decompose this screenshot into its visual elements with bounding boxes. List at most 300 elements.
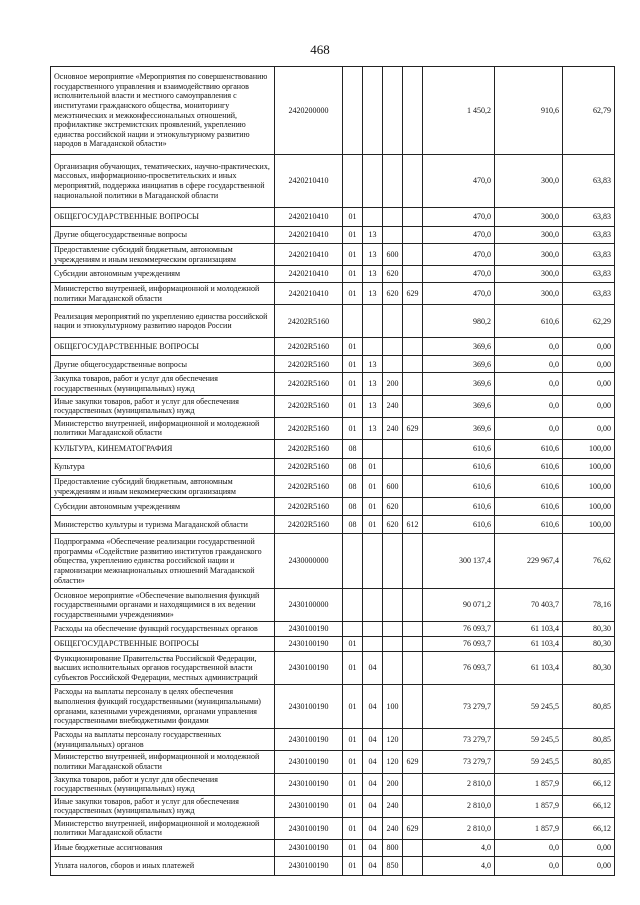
row-section — [343, 155, 363, 208]
row-name: Министерство внутренней, информационной и молодежной политики Магаданской области — [51, 417, 275, 439]
row-subsection: 04 — [363, 729, 383, 751]
row-subsection: 01 — [363, 516, 383, 534]
row-subsection: 13 — [363, 356, 383, 373]
row-executed-amount: 610,6 — [495, 516, 563, 534]
row-code: 2430100190 — [275, 840, 343, 857]
row-subsection: 13 — [363, 283, 383, 305]
row-code: 2430100190 — [275, 729, 343, 751]
table-row — [51, 817, 615, 839]
row-ministry-code — [403, 356, 423, 373]
row-execution-percent: 63,83 — [563, 227, 615, 244]
table-row — [51, 458, 615, 475]
row-execution-percent: 63,83 — [563, 155, 615, 208]
row-code: 24202R5160 — [275, 439, 343, 458]
row-code: 24202R5160 — [275, 356, 343, 373]
table-row — [51, 395, 615, 417]
row-execution-percent: 63,83 — [563, 283, 615, 305]
row-expense-type: 620 — [383, 283, 403, 305]
row-expense-type: 240 — [383, 395, 403, 417]
row-execution-percent: 62,79 — [563, 67, 615, 155]
row-section: 01 — [343, 840, 363, 857]
table-row — [51, 516, 615, 534]
row-executed-amount: 610,6 — [495, 305, 563, 338]
row-section: 01 — [343, 208, 363, 227]
row-section — [343, 622, 363, 637]
row-execution-percent: 63,83 — [563, 266, 615, 283]
row-planned-amount: 73 279,7 — [423, 685, 495, 729]
row-subsection: 13 — [363, 227, 383, 244]
row-planned-amount: 73 279,7 — [423, 751, 495, 773]
table-row — [51, 305, 615, 338]
row-section: 01 — [343, 417, 363, 439]
row-subsection: 13 — [363, 417, 383, 439]
row-executed-amount: 0,0 — [495, 417, 563, 439]
row-subsection: 04 — [363, 751, 383, 773]
row-name: Расходы на обеспечение функций государственных органов — [51, 622, 275, 637]
row-execution-percent: 0,00 — [563, 356, 615, 373]
row-name: Основное мероприятие «Обеспечение выполнения функций государственными органами и находящимися в их ведении государственными учреждениями» — [51, 589, 275, 622]
row-name: Расходы на выплаты персоналу в целях обеспечения выполнения функций государственными (муниципальными) органами, казенными учреждениями, органами управления государственными внебюджетными фондами — [51, 685, 275, 729]
row-name: Субсидии автономным учреждениям — [51, 498, 275, 516]
row-name: Министерство внутренней, информационной и молодежной политики Магаданской области — [51, 817, 275, 839]
row-subsection: 13 — [363, 373, 383, 395]
row-executed-amount: 61 103,4 — [495, 652, 563, 685]
row-name: Функционирование Правительства Российской Федерации, высших исполнительных органов государственной власти субъектов Российской Федерации, местных администраций — [51, 652, 275, 685]
row-ministry-code — [403, 244, 423, 266]
row-section: 08 — [343, 439, 363, 458]
row-name: Предоставление субсидий бюджетным, автономным учреждениям и иным некоммерческим организациям — [51, 475, 275, 497]
row-subsection: 04 — [363, 773, 383, 795]
row-name: Культура — [51, 458, 275, 475]
row-ministry-code — [403, 266, 423, 283]
row-planned-amount: 2 810,0 — [423, 817, 495, 839]
row-name: ОБЩЕГОСУДАРСТВЕННЫЕ ВОПРОСЫ — [51, 338, 275, 356]
row-section: 08 — [343, 475, 363, 497]
row-planned-amount: 369,6 — [423, 356, 495, 373]
row-section — [343, 589, 363, 622]
row-execution-percent: 66,12 — [563, 773, 615, 795]
row-code: 24202R5160 — [275, 417, 343, 439]
row-ministry-code: 629 — [403, 417, 423, 439]
table-row — [51, 652, 615, 685]
row-subsection: 04 — [363, 685, 383, 729]
row-code: 2430100190 — [275, 817, 343, 839]
row-expense-type — [383, 652, 403, 685]
row-name: Иные закупки товаров, работ и услуг для обеспечения государственных (муниципальных) нужд — [51, 395, 275, 417]
row-name: ОБЩЕГОСУДАРСТВЕННЫЕ ВОПРОСЫ — [51, 637, 275, 652]
row-execution-percent: 0,00 — [563, 417, 615, 439]
row-subsection: 13 — [363, 395, 383, 417]
row-code: 2420210410 — [275, 208, 343, 227]
row-planned-amount: 470,0 — [423, 155, 495, 208]
row-execution-percent: 80,30 — [563, 652, 615, 685]
row-subsection — [363, 439, 383, 458]
row-executed-amount: 0,0 — [495, 338, 563, 356]
row-name: Другие общегосударственные вопросы — [51, 356, 275, 373]
row-ministry-code — [403, 373, 423, 395]
row-code: 2430100190 — [275, 751, 343, 773]
row-ministry-code — [403, 67, 423, 155]
row-planned-amount: 470,0 — [423, 266, 495, 283]
row-expense-type: 240 — [383, 817, 403, 839]
row-executed-amount: 610,6 — [495, 498, 563, 516]
row-planned-amount: 369,6 — [423, 395, 495, 417]
row-expense-type — [383, 356, 403, 373]
row-ministry-code — [403, 338, 423, 356]
row-name: Министерство внутренней, информационной и молодежной политики Магаданской области — [51, 751, 275, 773]
row-planned-amount: 980,2 — [423, 305, 495, 338]
row-ministry-code — [403, 857, 423, 876]
table-row — [51, 356, 615, 373]
row-code: 24202R5160 — [275, 305, 343, 338]
row-ministry-code: 629 — [403, 283, 423, 305]
row-code: 2430100190 — [275, 622, 343, 637]
row-name: Основное мероприятие «Мероприятия по совершенствованию государственного управления и взаимодействию органов исполнительной власти и местного самоуправления с институтами гражданского общества, мониторингу межэтнических и межконфессиональных отношений, профилактике экстремистских проявлений, укреплению единства российской нации и этнокультурному развитию народов в Магаданской области» — [51, 67, 275, 155]
row-code: 2430100190 — [275, 685, 343, 729]
row-subsection: 04 — [363, 840, 383, 857]
row-execution-percent: 66,12 — [563, 817, 615, 839]
row-expense-type — [383, 589, 403, 622]
row-execution-percent: 0,00 — [563, 373, 615, 395]
row-executed-amount: 300,0 — [495, 155, 563, 208]
row-execution-percent: 100,00 — [563, 439, 615, 458]
row-subsection: 04 — [363, 652, 383, 685]
row-expense-type — [383, 338, 403, 356]
row-planned-amount: 4,0 — [423, 857, 495, 876]
row-code: 24202R5160 — [275, 475, 343, 497]
table-row — [51, 685, 615, 729]
row-expense-type: 120 — [383, 729, 403, 751]
row-section: 01 — [343, 356, 363, 373]
row-code: 2430100190 — [275, 773, 343, 795]
row-expense-type: 850 — [383, 857, 403, 876]
row-ministry-code — [403, 475, 423, 497]
row-ministry-code — [403, 840, 423, 857]
row-execution-percent: 100,00 — [563, 458, 615, 475]
row-planned-amount: 369,6 — [423, 373, 495, 395]
row-section: 01 — [343, 685, 363, 729]
row-ministry-code — [403, 534, 423, 589]
row-subsection: 04 — [363, 817, 383, 839]
row-expense-type: 100 — [383, 685, 403, 729]
table-row — [51, 208, 615, 227]
row-execution-percent: 80,30 — [563, 622, 615, 637]
row-planned-amount: 610,6 — [423, 475, 495, 497]
row-ministry-code — [403, 795, 423, 817]
row-ministry-code — [403, 155, 423, 208]
row-name: Другие общегосударственные вопросы — [51, 227, 275, 244]
row-executed-amount: 300,0 — [495, 266, 563, 283]
row-planned-amount: 4,0 — [423, 840, 495, 857]
row-execution-percent: 80,85 — [563, 685, 615, 729]
row-planned-amount: 470,0 — [423, 244, 495, 266]
row-execution-percent: 100,00 — [563, 498, 615, 516]
row-executed-amount: 1 857,9 — [495, 795, 563, 817]
row-ministry-code — [403, 589, 423, 622]
row-executed-amount: 610,6 — [495, 458, 563, 475]
row-planned-amount: 90 071,2 — [423, 589, 495, 622]
table-row — [51, 338, 615, 356]
row-execution-percent: 0,00 — [563, 857, 615, 876]
table-row — [51, 589, 615, 622]
row-execution-percent: 62,29 — [563, 305, 615, 338]
row-expense-type — [383, 305, 403, 338]
row-expense-type — [383, 155, 403, 208]
row-name: Расходы на выплаты персоналу государственных (муниципальных) органов — [51, 729, 275, 751]
row-ministry-code — [403, 458, 423, 475]
row-section: 01 — [343, 637, 363, 652]
row-execution-percent: 80,85 — [563, 751, 615, 773]
budget-table-body — [51, 67, 615, 876]
row-expense-type: 620 — [383, 516, 403, 534]
row-planned-amount: 610,6 — [423, 458, 495, 475]
row-execution-percent: 0,00 — [563, 395, 615, 417]
row-section: 01 — [343, 817, 363, 839]
page-number: 468 — [310, 42, 330, 57]
row-name: КУЛЬТУРА, КИНЕМАТОГРАФИЯ — [51, 439, 275, 458]
row-executed-amount: 0,0 — [495, 857, 563, 876]
table-row — [51, 373, 615, 395]
table-row — [51, 622, 615, 637]
table-row — [51, 534, 615, 589]
row-executed-amount: 61 103,4 — [495, 637, 563, 652]
row-planned-amount: 610,6 — [423, 498, 495, 516]
row-code: 2420210410 — [275, 283, 343, 305]
row-ministry-code — [403, 498, 423, 516]
row-ministry-code — [403, 773, 423, 795]
row-execution-percent: 80,30 — [563, 637, 615, 652]
row-planned-amount: 470,0 — [423, 227, 495, 244]
table-row — [51, 67, 615, 155]
row-expense-type: 200 — [383, 773, 403, 795]
row-name: Предоставление субсидий бюджетным, автономным учреждениям и иным некоммерческим организациям — [51, 244, 275, 266]
row-subsection — [363, 338, 383, 356]
table-row — [51, 155, 615, 208]
row-subsection: 01 — [363, 475, 383, 497]
row-expense-type: 620 — [383, 266, 403, 283]
row-expense-type: 600 — [383, 244, 403, 266]
row-code: 24202R5160 — [275, 458, 343, 475]
table-row — [51, 857, 615, 876]
row-executed-amount: 59 245,5 — [495, 751, 563, 773]
row-planned-amount: 76 093,7 — [423, 622, 495, 637]
row-code: 2430100190 — [275, 795, 343, 817]
row-section — [343, 305, 363, 338]
row-planned-amount: 470,0 — [423, 208, 495, 227]
row-expense-type — [383, 67, 403, 155]
row-planned-amount: 470,0 — [423, 283, 495, 305]
row-execution-percent: 63,83 — [563, 244, 615, 266]
row-planned-amount: 369,6 — [423, 417, 495, 439]
table-row — [51, 266, 615, 283]
row-executed-amount: 59 245,5 — [495, 685, 563, 729]
row-expense-type: 120 — [383, 751, 403, 773]
row-planned-amount: 369,6 — [423, 338, 495, 356]
row-expense-type — [383, 534, 403, 589]
row-executed-amount: 70 403,7 — [495, 589, 563, 622]
row-expense-type — [383, 227, 403, 244]
row-subsection — [363, 589, 383, 622]
row-code: 2420210410 — [275, 244, 343, 266]
row-section: 01 — [343, 395, 363, 417]
row-section: 01 — [343, 373, 363, 395]
row-code: 2420210410 — [275, 266, 343, 283]
row-planned-amount: 2 810,0 — [423, 795, 495, 817]
row-execution-percent: 100,00 — [563, 475, 615, 497]
row-executed-amount: 300,0 — [495, 244, 563, 266]
row-planned-amount: 300 137,4 — [423, 534, 495, 589]
row-planned-amount: 1 450,2 — [423, 67, 495, 155]
row-executed-amount: 910,6 — [495, 67, 563, 155]
row-section: 01 — [343, 729, 363, 751]
row-name: Подпрограмма «Обеспечение реализации государственной программы «Содействие развитию институтов гражданского общества, укреплению единства российской нации и гармонизации межнациональных отношений Магаданской области» — [51, 534, 275, 589]
row-execution-percent: 78,16 — [563, 589, 615, 622]
row-expense-type: 240 — [383, 417, 403, 439]
row-subsection — [363, 67, 383, 155]
row-section: 01 — [343, 773, 363, 795]
row-code: 24202R5160 — [275, 516, 343, 534]
budget-table — [50, 66, 615, 876]
row-ministry-code — [403, 637, 423, 652]
row-subsection — [363, 208, 383, 227]
row-ministry-code — [403, 395, 423, 417]
row-ministry-code — [403, 305, 423, 338]
row-section: 01 — [343, 652, 363, 685]
row-execution-percent: 66,12 — [563, 795, 615, 817]
row-executed-amount: 1 857,9 — [495, 817, 563, 839]
row-section: 01 — [343, 857, 363, 876]
row-expense-type: 600 — [383, 475, 403, 497]
row-ministry-code — [403, 622, 423, 637]
row-executed-amount: 0,0 — [495, 395, 563, 417]
row-name: Реализация мероприятий по укреплению единства российской нации и этнокультурному развитию народов России — [51, 305, 275, 338]
row-expense-type: 200 — [383, 373, 403, 395]
row-code: 24202R5160 — [275, 338, 343, 356]
row-section: 01 — [343, 283, 363, 305]
row-ministry-code — [403, 652, 423, 685]
row-subsection: 04 — [363, 857, 383, 876]
row-ministry-code — [403, 729, 423, 751]
table-row — [51, 840, 615, 857]
row-execution-percent: 0,00 — [563, 338, 615, 356]
row-name: Субсидии автономным учреждениям — [51, 266, 275, 283]
row-execution-percent: 0,00 — [563, 840, 615, 857]
row-section — [343, 67, 363, 155]
row-expense-type — [383, 622, 403, 637]
table-row — [51, 475, 615, 497]
row-planned-amount: 610,6 — [423, 516, 495, 534]
row-subsection — [363, 155, 383, 208]
row-section: 01 — [343, 266, 363, 283]
table-row — [51, 244, 615, 266]
row-section: 01 — [343, 227, 363, 244]
row-subsection — [363, 534, 383, 589]
row-section: 01 — [343, 338, 363, 356]
row-name: Закупка товаров, работ и услуг для обеспечения государственных (муниципальных) нужд — [51, 373, 275, 395]
row-executed-amount: 300,0 — [495, 227, 563, 244]
row-code: 2420200000 — [275, 67, 343, 155]
row-executed-amount: 0,0 — [495, 373, 563, 395]
table-row — [51, 417, 615, 439]
row-section: 08 — [343, 516, 363, 534]
row-ministry-code: 629 — [403, 751, 423, 773]
row-subsection: 01 — [363, 498, 383, 516]
row-executed-amount: 0,0 — [495, 356, 563, 373]
row-executed-amount: 0,0 — [495, 840, 563, 857]
row-subsection: 01 — [363, 458, 383, 475]
row-expense-type — [383, 208, 403, 227]
row-name: ОБЩЕГОСУДАРСТВЕННЫЕ ВОПРОСЫ — [51, 208, 275, 227]
row-code: 2420210410 — [275, 155, 343, 208]
row-ministry-code — [403, 208, 423, 227]
row-name: Организация обучающих, тематических, научно-практических, массовых, информационно-просветительских и иных мероприятий, поддержка инициатив в сфере государственной национальной политики в Магаданской области — [51, 155, 275, 208]
row-subsection — [363, 622, 383, 637]
row-name: Иные закупки товаров, работ и услуг для обеспечения государственных (муниципальных) нужд — [51, 795, 275, 817]
row-section: 08 — [343, 458, 363, 475]
row-expense-type — [383, 439, 403, 458]
row-name: Уплата налогов, сборов и иных платежей — [51, 857, 275, 876]
row-expense-type: 800 — [383, 840, 403, 857]
row-code: 2430100190 — [275, 652, 343, 685]
row-executed-amount: 610,6 — [495, 475, 563, 497]
table-row — [51, 439, 615, 458]
row-expense-type — [383, 458, 403, 475]
row-section — [343, 534, 363, 589]
row-expense-type: 620 — [383, 498, 403, 516]
row-executed-amount: 300,0 — [495, 283, 563, 305]
row-planned-amount: 2 810,0 — [423, 773, 495, 795]
row-planned-amount: 610,6 — [423, 439, 495, 458]
row-code: 24202R5160 — [275, 395, 343, 417]
row-ministry-code — [403, 439, 423, 458]
row-code: 2430000000 — [275, 534, 343, 589]
row-subsection: 13 — [363, 266, 383, 283]
row-subsection: 13 — [363, 244, 383, 266]
table-row — [51, 637, 615, 652]
row-expense-type: 240 — [383, 795, 403, 817]
row-name: Министерство внутренней, информационной и молодежной политики Магаданской области — [51, 283, 275, 305]
row-ministry-code: 612 — [403, 516, 423, 534]
row-executed-amount: 61 103,4 — [495, 622, 563, 637]
row-planned-amount: 76 093,7 — [423, 637, 495, 652]
table-row — [51, 773, 615, 795]
row-code: 2430100000 — [275, 589, 343, 622]
row-subsection: 04 — [363, 795, 383, 817]
row-code: 2420210410 — [275, 227, 343, 244]
row-executed-amount: 229 967,4 — [495, 534, 563, 589]
row-planned-amount: 73 279,7 — [423, 729, 495, 751]
table-row — [51, 751, 615, 773]
table-row — [51, 227, 615, 244]
row-section: 01 — [343, 795, 363, 817]
row-execution-percent: 76,62 — [563, 534, 615, 589]
row-subsection — [363, 637, 383, 652]
table-row — [51, 729, 615, 751]
row-code: 2430100190 — [275, 857, 343, 876]
row-execution-percent: 80,85 — [563, 729, 615, 751]
row-ministry-code — [403, 685, 423, 729]
row-name: Министерство культуры и туризма Магаданской области — [51, 516, 275, 534]
row-code: 24202R5160 — [275, 373, 343, 395]
row-code: 24202R5160 — [275, 498, 343, 516]
row-executed-amount: 300,0 — [495, 208, 563, 227]
table-row — [51, 283, 615, 305]
row-code: 2430100190 — [275, 637, 343, 652]
row-section: 01 — [343, 751, 363, 773]
row-section: 08 — [343, 498, 363, 516]
row-expense-type — [383, 637, 403, 652]
row-execution-percent: 100,00 — [563, 516, 615, 534]
